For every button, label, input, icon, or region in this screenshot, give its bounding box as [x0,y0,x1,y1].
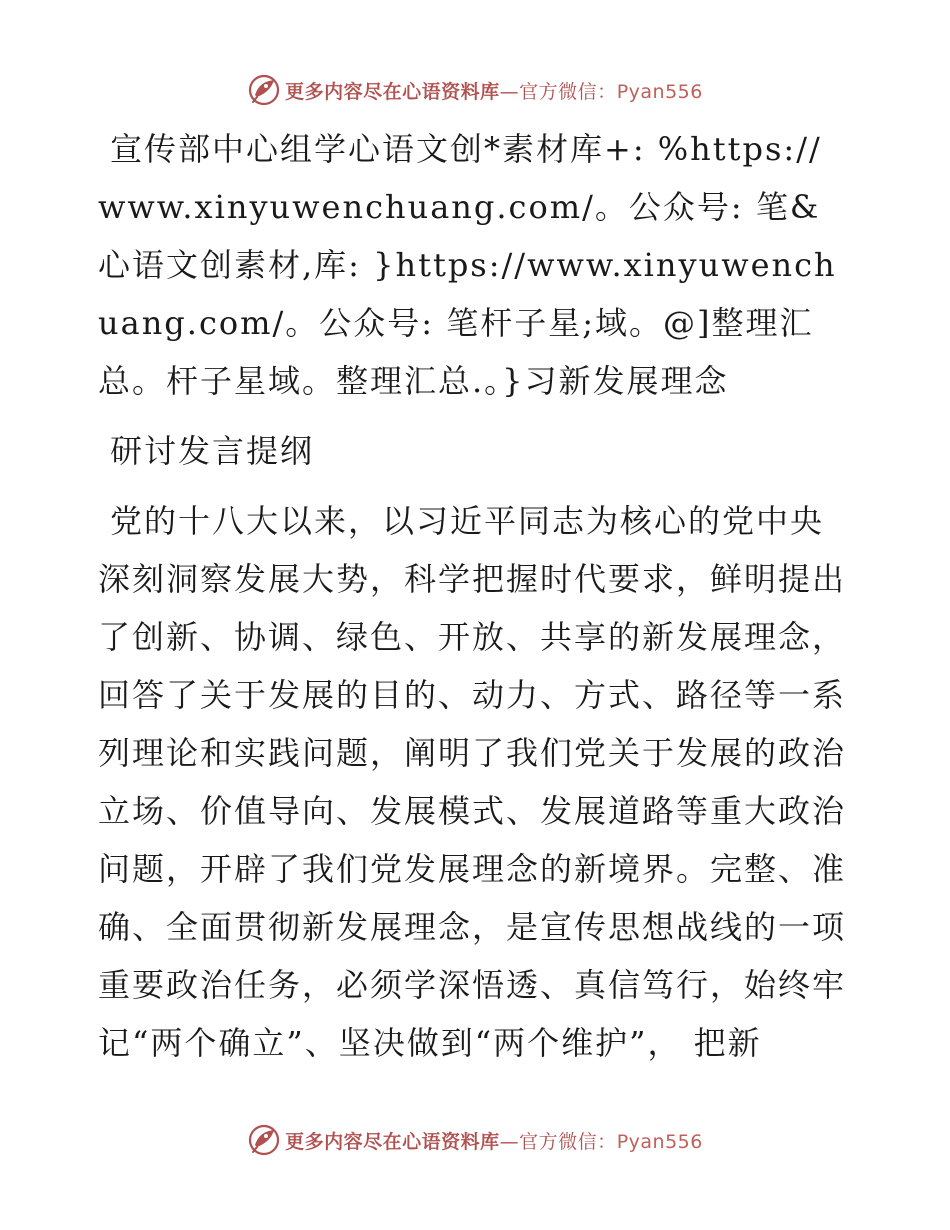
watermark-text [285,77,703,104]
pen-nib-circle-icon [247,73,281,107]
watermark-account: Pyan556 [616,80,703,103]
watermark-main: 更多内容尽在心语资料库 [285,80,500,103]
watermark-sub: 官方微信： [519,80,617,103]
watermark-dash: — [499,1130,520,1153]
watermark-main: 更多内容尽在心语资料库 [285,1130,500,1153]
document-body [98,120,850,1072]
watermark-sub: 官方微信： [519,1130,617,1153]
header-watermark [0,70,950,110]
footer-watermark [0,1120,950,1160]
pen-nib-circle-icon [247,1123,281,1157]
paragraph-subtitle: 研讨发言提纲 [110,432,315,470]
paragraph-intro: 宣传部中心组学心语文创*素材库+: %https://www.xinyuwenchuang.com/。公众号: 笔&心语文创素材,库: }https://www.xinyuwenchuang.com/。公众号: 笔杆子星;域。@]整理汇总。杆子星域。整理汇总.。}习新发展理念 [98,130,837,400]
watermark-text [285,1127,703,1154]
watermark-account: Pyan556 [616,1130,703,1153]
paragraph-main: 党的十八大以来，以习近平同志为核心的党中央深刻洞察发展大势，科学把握时代要求，鲜明提出了创新、协调、绿色、开放、共享的新发展理念，回答了关于发展的目的、动力、方式、路径等一系列理论和实践问题，阐明了我们党关于发展的政治立场、价值导向、发展模式、发展道路等重大政治问题，开辟了我们党发展理念的新境界。完整、准确、全面贯彻新发展理念，是宣传思想战线的一项重要政治任务，必须学深悟透、真信笃行，始终牢记“两个确立”、坚决做到“两个维护”， 把新 [98,502,847,1062]
watermark-dash: — [499,80,520,103]
